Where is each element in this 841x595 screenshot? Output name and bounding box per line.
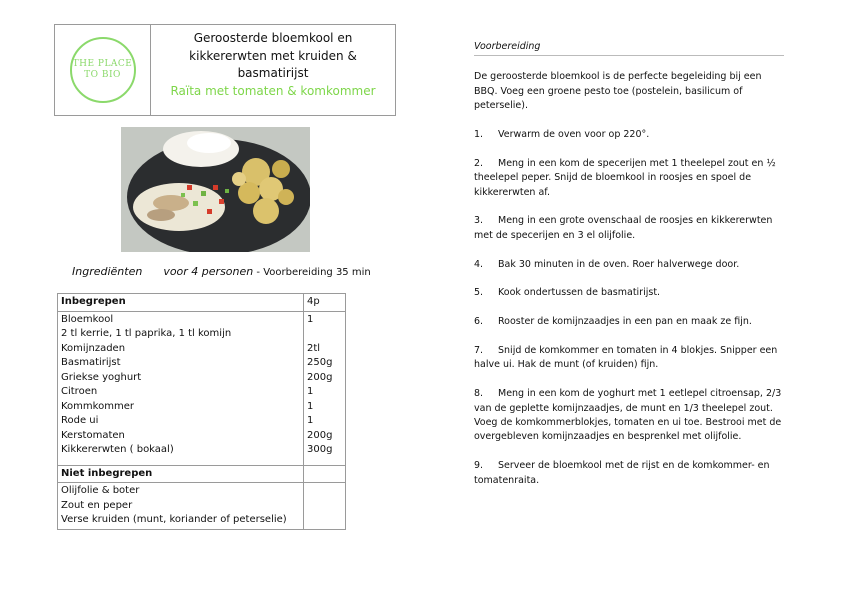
ingredient-name: Citroen xyxy=(61,386,98,397)
not-included-names-cell xyxy=(58,483,304,530)
step-5 xyxy=(474,286,784,300)
title-header-box xyxy=(54,24,396,116)
preparation-section xyxy=(474,40,784,502)
persons-label: voor 4 personen xyxy=(163,265,254,278)
step-text: Verwarm de oven voor op 220°. xyxy=(498,129,650,141)
qty-header: 4p xyxy=(304,294,346,312)
step-1 xyxy=(474,128,784,142)
step-number: 6. xyxy=(474,316,484,328)
preparation-intro: De geroosterde bloemkool is de perfecte begeleiding bij een BBQ. Voeg een groene pesto toe (postelein, basilicum of peterselie). xyxy=(474,71,762,112)
extra-ingredient: Verse kruiden (munt, koriander of peterselie) xyxy=(61,514,287,525)
the-place-to-bio-logo xyxy=(70,37,136,103)
step-4 xyxy=(474,258,784,272)
step-text: Rooster de komijnzaadjes in een pan en maak ze fijn. xyxy=(498,316,752,328)
ingredient-name: Kommkommer xyxy=(61,400,134,412)
step-2 xyxy=(474,157,784,200)
step-number: 5. xyxy=(474,287,484,299)
ingredient-qty: 200g xyxy=(307,371,333,383)
spacer xyxy=(61,458,300,464)
step-number: 4. xyxy=(474,258,484,270)
included-header: Inbegrepen xyxy=(58,294,304,312)
ingredient-name: Bloemkool xyxy=(61,313,114,325)
extra-ingredient: Olijfolie & boter xyxy=(61,485,140,496)
step-text: Snijd de komkommer en tomaten in 4 blokjes. Snipper een halve ui. Hak de munt (of kruiden) fijn. xyxy=(474,345,778,371)
ingredients-table xyxy=(57,293,346,530)
ingredient-qty: 250g xyxy=(307,357,333,368)
title-line-1: Geroosterde bloemkool en xyxy=(193,31,353,45)
ingredient-qty: 1 xyxy=(307,415,314,426)
ingredient-qty: 1 xyxy=(307,386,314,397)
not-included-items-row xyxy=(58,483,346,530)
ingredient-name: Rode ui xyxy=(61,415,99,426)
dish-photo xyxy=(121,127,310,252)
ingredient-qty: 1 xyxy=(307,400,314,412)
step-3 xyxy=(474,214,784,243)
step-number: 2. xyxy=(474,157,484,169)
ingredient-qty: 2tl xyxy=(307,342,321,354)
step-number: 3. xyxy=(474,215,484,227)
step-8 xyxy=(474,387,784,445)
recipe-subtitle: Raïta met tomaten & komkommer xyxy=(170,83,376,98)
ingredient-qty: 200g xyxy=(307,429,333,441)
step-number: 7. xyxy=(474,345,484,357)
ingredient-name: Kerstomaten xyxy=(61,429,125,441)
logo-text-line2: TO BIO xyxy=(84,70,121,80)
step-9 xyxy=(474,459,784,488)
ingredient-name: Kikkererwten ( bokaal) xyxy=(61,444,174,455)
step-text: Meng in een grote ovenschaal de roosjes en kikkererwten met de specerijen en 3 el olijfolie. xyxy=(474,215,773,241)
step-text: Meng in een kom de yoghurt met 1 eetlepel citroensap, 2/3 van de geplette komijnzaadjes, de munt en 1/3 theelepel zout. Voeg de komkommerblokjes, tomaten en ui toe. Bestrooi met de overgebleven komijnzaadjes en besprenkel met olijfolie. xyxy=(474,388,782,443)
step-number: 9. xyxy=(474,460,484,472)
ingredients-label: Ingrediënten xyxy=(72,265,143,278)
ingredient-qty: 300g xyxy=(307,444,333,455)
step-7 xyxy=(474,344,784,373)
not-included-header: Niet inbegrepen xyxy=(58,465,304,483)
extra-ingredient: Zout en peper xyxy=(61,499,133,511)
logo-text-line1: THE PLACE xyxy=(72,58,133,69)
ingredient-name: Basmatirijst xyxy=(61,357,121,368)
ingredients-header xyxy=(72,265,371,278)
empty-qty-cell xyxy=(304,465,346,483)
title-line-3: basmatirijst xyxy=(237,66,309,80)
step-text: Serveer de bloemkool met de rijst en de komkommer- en tomatenraita. xyxy=(474,460,770,486)
prep-time-label: - Voorbereiding 35 min xyxy=(253,267,371,278)
step-text: Meng in een kom de specerijen met 1 theelepel zout en ½ theelepel peper. Snijd de bloemkool in roosjes en spoel de kikkererwten af. xyxy=(474,157,776,198)
table-header-row xyxy=(58,294,346,312)
step-6 xyxy=(474,315,784,329)
ingredient-name: Griekse yoghurt xyxy=(61,371,142,383)
not-included-header-row xyxy=(58,465,346,483)
step-text: Bak 30 minuten in de oven. Roer halverwege door. xyxy=(498,258,740,270)
step-text: Kook ondertussen de basmatirijst. xyxy=(498,287,661,299)
preparation-title: Voorbereiding xyxy=(474,40,784,56)
step-number: 1. xyxy=(474,129,484,141)
included-names-cell xyxy=(58,311,304,465)
empty-qty-cell xyxy=(304,483,346,530)
ingredient-qty: 1 xyxy=(307,313,314,325)
ingredient-name: Komijnzaden xyxy=(61,342,126,354)
title-line-2: kikkererwten met kruiden & xyxy=(189,48,357,63)
recipe-title xyxy=(151,25,395,115)
included-items-row xyxy=(58,311,346,465)
included-qty-cell xyxy=(304,311,346,465)
ingredient-name: 2 tl kerrie, 1 tl paprika, 1 tl komijn xyxy=(61,328,232,339)
step-number: 8. xyxy=(474,388,484,400)
ingredient-qty xyxy=(307,327,342,342)
dish-photo-illustration xyxy=(121,127,310,252)
logo-cell xyxy=(55,25,151,115)
